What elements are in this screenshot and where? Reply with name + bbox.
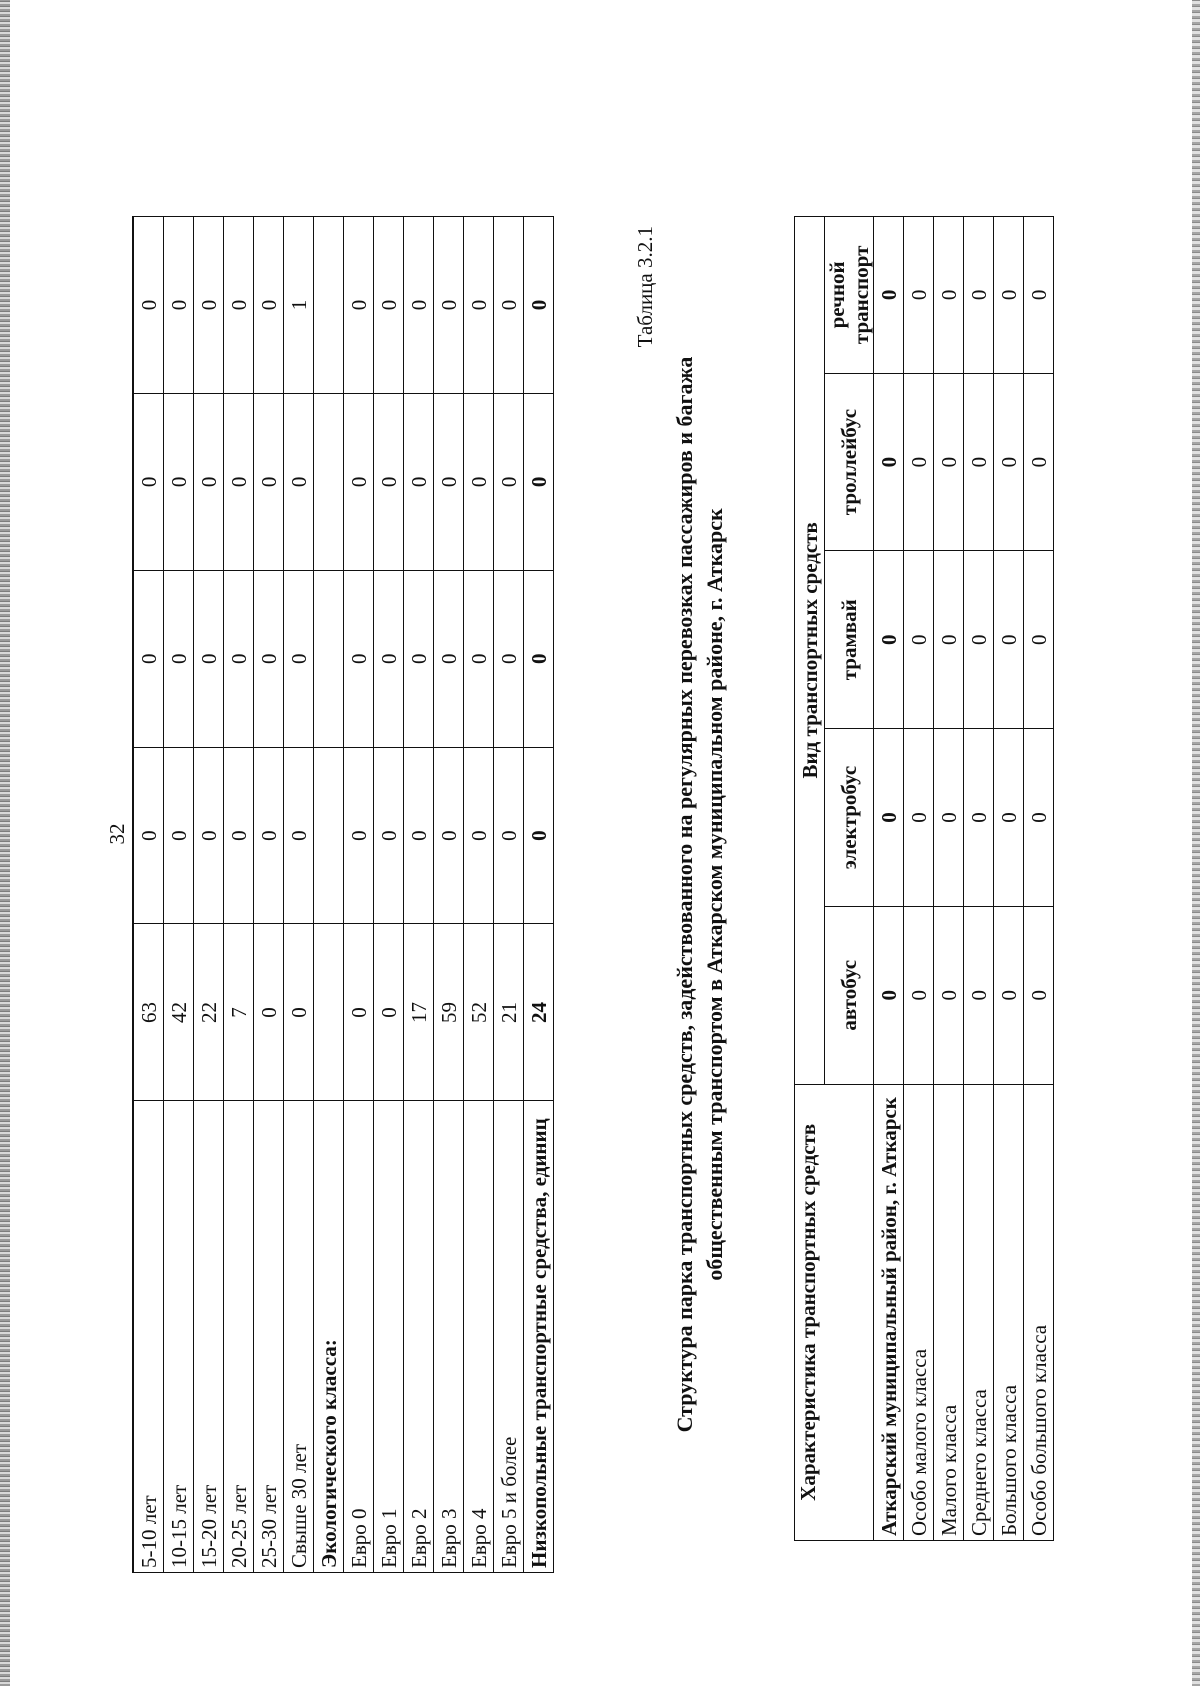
row-value: 0 <box>1024 373 1054 551</box>
row-value: 0 <box>374 217 404 394</box>
row-value: 0 <box>994 906 1024 1084</box>
row-value: 0 <box>464 393 494 570</box>
row-label: Евро 1 <box>374 1101 404 1573</box>
row-value <box>314 747 344 924</box>
row-value: 0 <box>374 570 404 747</box>
row-label: Аткарский муниципальный район, г. Аткарск <box>874 1084 904 1540</box>
row-value: 0 <box>224 217 254 394</box>
row-value: 0 <box>994 551 1024 729</box>
row-value: 0 <box>994 729 1024 907</box>
table-title-line-1: Структура парка транспортных средств, задействованного на регулярных перевозках пассажиров и багажа <box>672 356 697 1433</box>
row-value: 0 <box>344 570 374 747</box>
table-row <box>524 217 554 1573</box>
row-value <box>314 570 344 747</box>
row-value: 63 <box>133 924 164 1101</box>
row-value: 0 <box>524 217 554 394</box>
row-label: 15-20 лет <box>194 1101 224 1573</box>
table-title-line-2: общественным транспортом в Аткарском муниципальном районе, г. Аткарск <box>702 508 727 1281</box>
table-row <box>934 217 964 1541</box>
row-value: 0 <box>934 906 964 1084</box>
row-value: 0 <box>404 747 434 924</box>
table-row <box>874 217 904 1541</box>
row-value: 0 <box>904 729 934 907</box>
row-value: 0 <box>133 747 164 924</box>
table-row <box>494 217 524 1573</box>
row-value: 0 <box>994 373 1024 551</box>
row-value: 0 <box>494 393 524 570</box>
row-value: 0 <box>524 747 554 924</box>
table-caption: Таблица 3.2.1 <box>633 226 657 348</box>
row-value: 0 <box>133 217 164 394</box>
table-row <box>164 217 194 1573</box>
row-label: Свыше 30 лет <box>284 1101 314 1573</box>
row-value: 0 <box>464 570 494 747</box>
row-value: 0 <box>344 217 374 394</box>
table-row <box>434 217 464 1573</box>
row-value: 22 <box>194 924 224 1101</box>
row-label: Особо малого класса <box>904 1084 934 1540</box>
row-value: 0 <box>434 217 464 394</box>
row-value: 0 <box>874 217 904 374</box>
row-value: 0 <box>524 393 554 570</box>
row-value: 0 <box>994 217 1024 374</box>
row-value: 0 <box>904 906 934 1084</box>
row-value: 0 <box>434 570 464 747</box>
row-value: 0 <box>874 729 904 907</box>
header-row-1 <box>795 217 825 1541</box>
row-label: Евро 5 и более <box>494 1101 524 1573</box>
row-value: 0 <box>1024 551 1054 729</box>
row-label: Евро 0 <box>344 1101 374 1573</box>
row-value: 0 <box>964 217 994 374</box>
table-row <box>464 217 494 1573</box>
table-row <box>994 217 1024 1541</box>
table-row <box>904 217 934 1541</box>
vehicle-age-table-body <box>133 217 554 1573</box>
vehicle-age-table <box>132 216 554 1573</box>
row-value: 0 <box>904 373 934 551</box>
row-value: 7 <box>224 924 254 1101</box>
fleet-structure-table-head <box>795 217 874 1541</box>
row-value: 0 <box>404 217 434 394</box>
table-row <box>194 217 224 1573</box>
row-value: 0 <box>194 217 224 394</box>
row-value: 0 <box>1024 906 1054 1084</box>
row-value: 0 <box>194 570 224 747</box>
subheader-tram: трамвай <box>825 551 874 729</box>
row-value: 0 <box>254 570 284 747</box>
table-row <box>284 217 314 1573</box>
table-title <box>670 216 730 1573</box>
row-value: 42 <box>164 924 194 1101</box>
row-value: 0 <box>964 729 994 907</box>
row-value: 0 <box>964 373 994 551</box>
row-value: 0 <box>284 747 314 924</box>
row-value: 0 <box>404 393 434 570</box>
row-label: 25-30 лет <box>254 1101 284 1573</box>
row-value: 0 <box>964 906 994 1084</box>
subheader-river-transport: речной транспорт <box>825 217 874 374</box>
row-value: 0 <box>224 393 254 570</box>
row-label: Евро 3 <box>434 1101 464 1573</box>
row-value: 24 <box>524 924 554 1101</box>
row-value: 0 <box>964 551 994 729</box>
row-value: 0 <box>494 747 524 924</box>
row-label: Малого класса <box>934 1084 964 1540</box>
table-row <box>964 217 994 1541</box>
row-value: 0 <box>224 570 254 747</box>
row-value: 59 <box>434 924 464 1101</box>
row-value: 0 <box>494 217 524 394</box>
row-value: 0 <box>254 924 284 1101</box>
row-value: 0 <box>934 217 964 374</box>
table-row <box>374 217 404 1573</box>
fleet-structure-table-body <box>874 217 1054 1541</box>
row-value: 0 <box>344 393 374 570</box>
row-value: 0 <box>464 217 494 394</box>
table-row <box>254 217 284 1573</box>
subheader-bus: автобус <box>825 906 874 1084</box>
row-value: 0 <box>934 373 964 551</box>
row-value: 0 <box>934 551 964 729</box>
row-label: Евро 4 <box>464 1101 494 1573</box>
row-value: 0 <box>494 570 524 747</box>
row-value: 0 <box>344 924 374 1101</box>
row-value: 0 <box>934 729 964 907</box>
row-value: 0 <box>1024 729 1054 907</box>
row-value: 0 <box>374 924 404 1101</box>
header-vehicle-type: Вид транспортных средств <box>795 217 825 1085</box>
row-value: 0 <box>874 373 904 551</box>
table-row <box>314 217 344 1573</box>
row-value: 0 <box>284 393 314 570</box>
row-value: 1 <box>284 217 314 394</box>
page-number: 32 <box>105 823 129 845</box>
row-value: 0 <box>284 924 314 1101</box>
row-label: 5-10 лет <box>133 1101 164 1573</box>
row-value: 0 <box>164 217 194 394</box>
fleet-structure-table <box>794 216 1054 1541</box>
row-label: 20-25 лет <box>224 1101 254 1573</box>
row-value: 0 <box>524 570 554 747</box>
table-row <box>133 217 164 1573</box>
table-row <box>1024 217 1054 1541</box>
row-value: 0 <box>904 551 934 729</box>
row-value: 0 <box>464 747 494 924</box>
row-label: Низкопольные транспортные средства, единиц <box>524 1101 554 1573</box>
row-value: 21 <box>494 924 524 1101</box>
row-value: 0 <box>904 217 934 374</box>
row-value: 0 <box>374 747 404 924</box>
row-value: 0 <box>194 393 224 570</box>
table-row <box>404 217 434 1573</box>
row-value <box>314 924 344 1101</box>
subheader-trolleybus: троллейбус <box>825 373 874 551</box>
row-value: 0 <box>374 393 404 570</box>
row-value: 0 <box>874 906 904 1084</box>
header-characteristic: Характеристика транспортных средств <box>795 1084 874 1540</box>
row-label: Экологического класса: <box>314 1101 344 1573</box>
row-value: 0 <box>133 570 164 747</box>
row-value: 0 <box>164 393 194 570</box>
row-value: 0 <box>344 747 374 924</box>
table-row <box>224 217 254 1573</box>
row-label: Среднего класса <box>964 1084 994 1540</box>
row-label: Особо большого класса <box>1024 1084 1054 1540</box>
row-label: 10-15 лет <box>164 1101 194 1573</box>
row-value: 0 <box>164 570 194 747</box>
row-value: 0 <box>434 393 464 570</box>
row-value: 17 <box>404 924 434 1101</box>
row-label: Большого класса <box>994 1084 1024 1540</box>
row-value: 0 <box>254 217 284 394</box>
row-value: 0 <box>284 570 314 747</box>
row-label: Евро 2 <box>404 1101 434 1573</box>
row-value: 0 <box>434 747 464 924</box>
row-value: 0 <box>254 393 284 570</box>
row-value: 0 <box>404 570 434 747</box>
row-value: 0 <box>133 393 164 570</box>
row-value: 0 <box>1024 217 1054 374</box>
row-value <box>314 217 344 394</box>
table-row <box>344 217 374 1573</box>
subheader-electrobus: электробус <box>825 729 874 907</box>
row-value <box>314 393 344 570</box>
row-value: 0 <box>224 747 254 924</box>
row-value: 0 <box>874 551 904 729</box>
row-value: 52 <box>464 924 494 1101</box>
row-value: 0 <box>254 747 284 924</box>
row-value: 0 <box>164 747 194 924</box>
row-value: 0 <box>194 747 224 924</box>
